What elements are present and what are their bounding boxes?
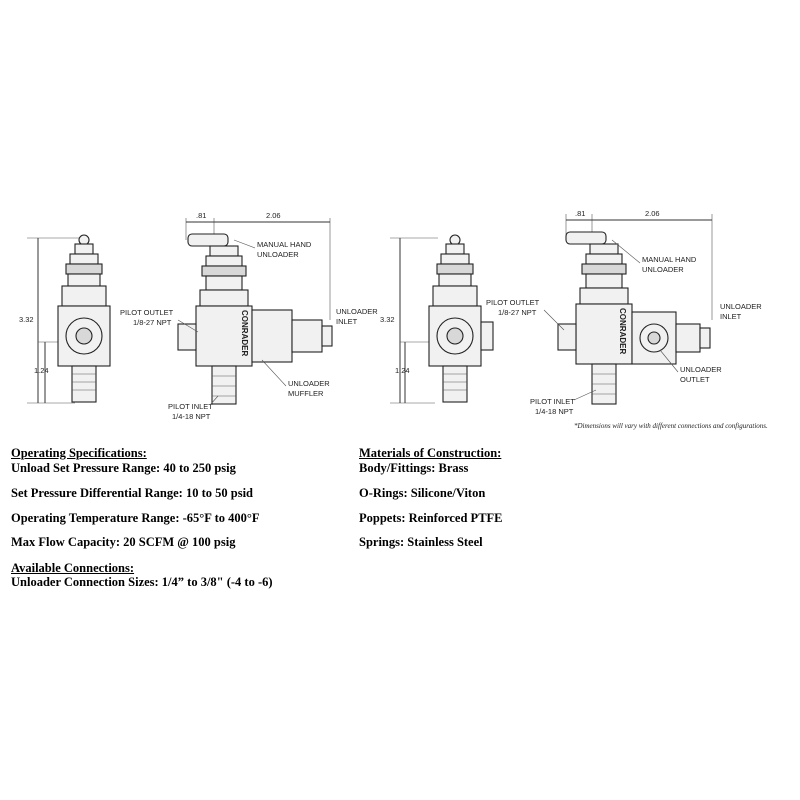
label-pilot-outlet-npt-left: 1/8-27 NPT [133,318,172,327]
label-manual-hand-right: MANUAL HAND [642,255,697,264]
label-pilot-inlet-npt-left: 1/4-18 NPT [172,412,211,421]
dim-124-left: 1.24 [34,366,49,375]
label-unloader-outlet-right-2: OUTLET [680,375,710,384]
label-pilot-outlet-left: PILOT OUTLET [120,308,174,317]
dim-206-left: 2.06 [266,211,281,220]
brand-text-left: CONRADER [240,310,249,357]
label-unloader-outlet-right: UNLOADER [680,365,722,374]
label-unloader-inlet-right: UNLOADER [720,302,762,311]
front-view-left [19,235,110,403]
front-view-right [380,235,493,403]
label-unloader-inlet-right-2: INLET [720,312,742,321]
material-springs: Springs: Stainless Steel [359,535,483,549]
brand-text-right: CONRADER [618,308,627,355]
spec-unload-range: Unload Set Pressure Range: 40 to 250 psig [11,461,236,475]
side-view-left [120,211,378,421]
label-manual-hand-left: MANUAL HAND [257,240,312,249]
valve-dimension-drawing [0,200,800,440]
dim-081-right: .81 [575,209,586,218]
label-pilot-outlet-npt-right: 1/8-27 NPT [498,308,537,317]
label-manual-hand-right-2: UNLOADER [642,265,684,274]
connections-heading: Available Connections: [11,561,135,575]
label-pilot-inlet-npt-right: 1/4-18 NPT [535,407,574,416]
spec-differential: Set Pressure Differential Range: 10 to 50 psid [11,486,253,500]
side-view-right [486,209,768,430]
spec-flow: Max Flow Capacity: 20 SCFM @ 100 psig [11,535,236,549]
label-unloader-inlet-left-2: INLET [336,317,358,326]
label-unloader-muffler-left-2: MUFFLER [288,389,324,398]
label-unloader-muffler-left: UNLOADER [288,379,330,388]
label-pilot-inlet-right: PILOT INLET [530,397,575,406]
dim-206-right: 2.06 [645,209,660,218]
operating-specs-heading: Operating Specifications: [11,446,147,460]
dim-081-left: .81 [196,211,207,220]
materials-heading: Materials of Construction: [359,446,502,460]
material-orings: O-Rings: Silicone/Viton [359,486,486,500]
dim-332-left: 3.32 [19,315,34,324]
dim-124-right: 1.24 [395,366,410,375]
spec-connection-sizes: Unloader Connection Sizes: 1/4” to 3/8" (-4 to -6) [11,575,273,589]
dim-332-right: 3.32 [380,315,395,324]
spec-temperature: Operating Temperature Range: -65°F to 400°F [11,511,260,525]
label-unloader-inlet-left: UNLOADER [336,307,378,316]
label-manual-hand-left-2: UNLOADER [257,250,299,259]
label-pilot-inlet-left: PILOT INLET [168,402,213,411]
material-body: Body/Fittings: Brass [359,461,469,475]
dimension-note: *Dimensions will vary with different connections and configurations. [574,422,768,430]
material-poppets: Poppets: Reinforced PTFE [359,511,503,525]
label-pilot-outlet-right: PILOT OUTLET [486,298,540,307]
